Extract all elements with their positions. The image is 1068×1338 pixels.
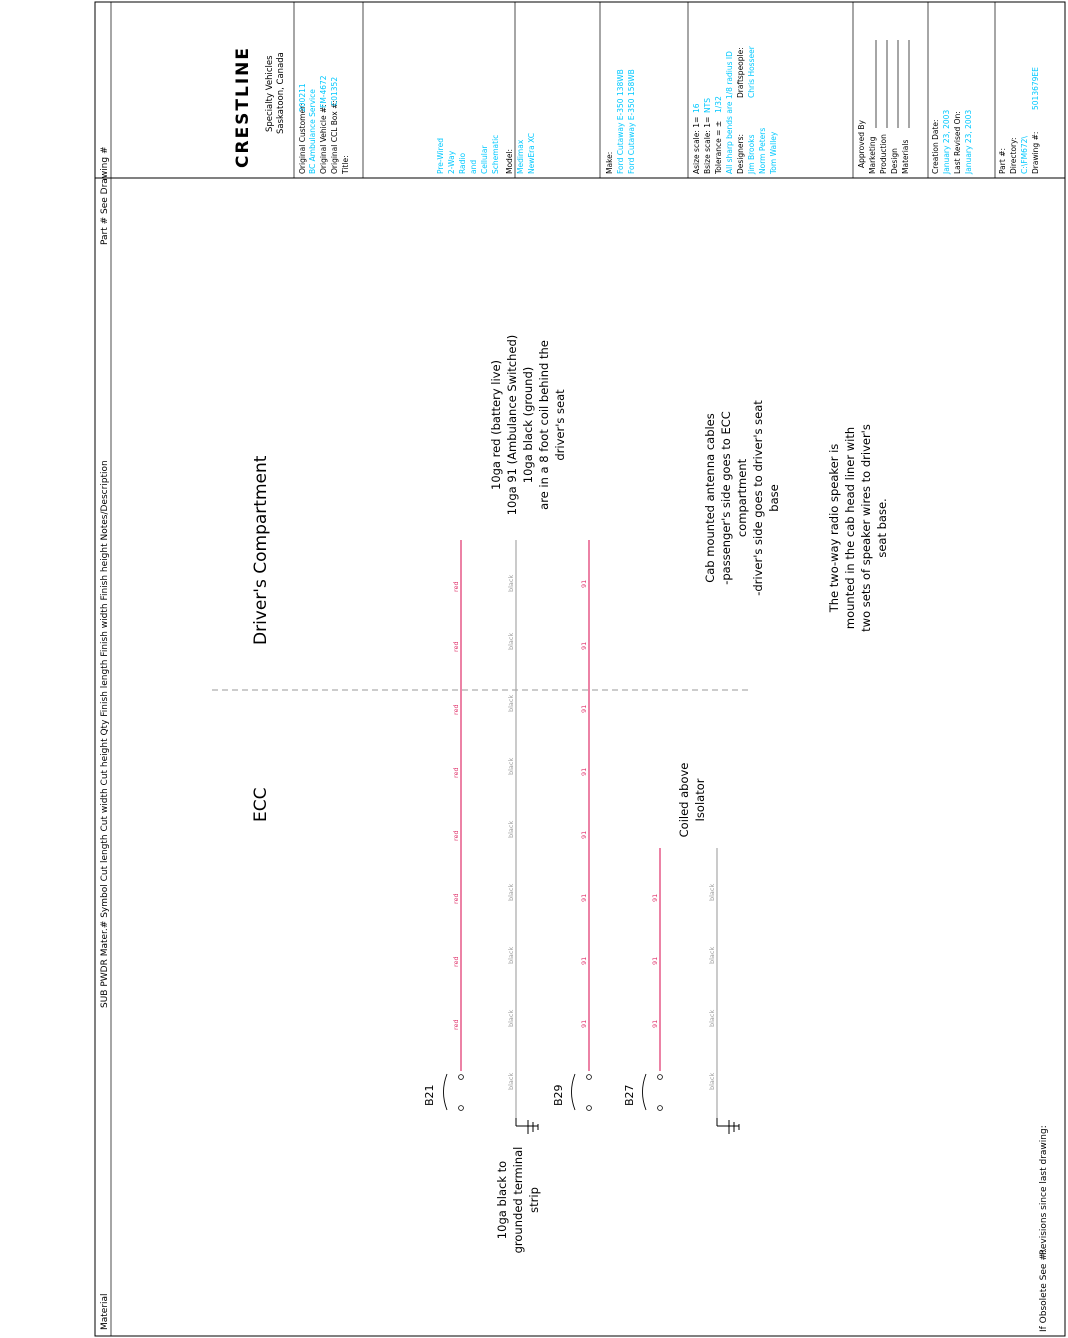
wire-label-91: 91 bbox=[580, 830, 588, 839]
wire-label-91: 91 bbox=[651, 1019, 659, 1028]
note-speaker-line-4: seat base. bbox=[875, 498, 889, 558]
note-battery-line-3: 10ga black (ground) bbox=[521, 366, 535, 484]
breaker-label-b21: B21 bbox=[423, 1084, 436, 1106]
wire-label-red: red bbox=[452, 767, 460, 778]
asize-label: Asize scale: 1= bbox=[692, 116, 701, 174]
designers-label: Designers: bbox=[736, 133, 745, 174]
note-ground-line-1: 10ga black to bbox=[495, 1160, 509, 1240]
bsize-label: Bsize scale: 1= bbox=[703, 116, 712, 174]
wire-label-red: red bbox=[452, 1019, 460, 1030]
original-ccl-value: C01352 bbox=[330, 76, 339, 106]
breaker-label-b29: B29 bbox=[552, 1084, 565, 1106]
obsolete-label: If Obsolete See #: bbox=[1039, 1250, 1049, 1332]
note-antenna-line-3: compartment bbox=[735, 458, 749, 538]
revisions-label: Revisions since last drawing: bbox=[1039, 1125, 1049, 1255]
note-battery-line-1: 10ga red (battery live) bbox=[489, 359, 503, 491]
original-vehicle-label: Original Vehicle #: bbox=[319, 104, 328, 174]
note-battery-coil bbox=[489, 335, 567, 516]
note-coiled-line-2: Isolator bbox=[693, 778, 707, 822]
model-line-1: Medimax bbox=[516, 139, 525, 174]
wire-label-black: black bbox=[507, 883, 515, 901]
creation-date-label: Creation Date: bbox=[931, 119, 940, 174]
wire-label-black: black bbox=[507, 574, 515, 592]
customer-service: BC Ambulance Service bbox=[308, 89, 317, 174]
approval-marketing: Marketing bbox=[868, 136, 877, 174]
note-coiled bbox=[677, 763, 707, 838]
designer-2: Norm Peters bbox=[758, 127, 767, 174]
creation-date-value: January 23, 2003 bbox=[942, 109, 951, 174]
approval-materials: Materials bbox=[901, 139, 910, 174]
wire-label-red: red bbox=[452, 893, 460, 904]
last-revised-label: Last Revised On: bbox=[953, 111, 962, 174]
approval-design: Design bbox=[890, 148, 899, 174]
wire-label-black: black bbox=[708, 946, 716, 964]
title-line-2: 2-Way bbox=[447, 150, 456, 174]
wire-label-91: 91 bbox=[651, 956, 659, 965]
wire-label-red: red bbox=[452, 641, 460, 652]
title-line-4: and bbox=[469, 159, 478, 174]
header-strip bbox=[100, 2, 111, 1336]
note-speaker-line-1: The two-way radio speaker is bbox=[827, 443, 841, 613]
note-coiled-line-1: Coiled above bbox=[677, 762, 691, 838]
breaker-b21 bbox=[423, 1074, 463, 1110]
note-ground-line-2: grounded terminal bbox=[511, 1146, 525, 1254]
tolerance-label: Tolerance = ± bbox=[714, 120, 723, 174]
model-line-2: NewEra XC bbox=[527, 133, 536, 174]
breaker-label-b27: B27 bbox=[623, 1084, 636, 1106]
part-number-label: Part #: bbox=[998, 147, 1007, 174]
wire-label-red: red bbox=[452, 581, 460, 592]
note-ground bbox=[495, 1147, 541, 1254]
draftsperson-1: Chris Hosseer bbox=[747, 46, 756, 98]
drivers-compartment-heading: Driver's Compartment bbox=[251, 455, 271, 645]
title-block bbox=[95, 2, 1065, 178]
title-line-6: Schematic bbox=[491, 134, 500, 174]
directory-label: Directory: bbox=[1009, 137, 1018, 174]
company-line1: Specialty Vehicles bbox=[265, 55, 275, 132]
wire-label-red: red bbox=[452, 830, 460, 841]
sheet-border bbox=[95, 2, 1065, 1336]
wire-label-91: 91 bbox=[580, 1019, 588, 1028]
column-headings: SUB PWDR Mater.# Symbol Cut length Cut width Cut height Qty Finish length Finish width Finish height Notes/Description bbox=[100, 460, 110, 1008]
note-antenna-line-4: -driver's side goes to driver's seat bbox=[751, 400, 765, 596]
bsize-value: NTS bbox=[703, 98, 712, 113]
title-label: Title: bbox=[341, 155, 350, 174]
make-line-1: Ford Cutaway E-350 138WB bbox=[616, 69, 625, 174]
bend-note: All sharp bends are 1/8 radius ID bbox=[725, 51, 734, 174]
designer-3: Tom Walley bbox=[769, 131, 778, 174]
wire-label-91: 91 bbox=[580, 704, 588, 713]
note-battery-line-2: 10ga 91 (Ambulance Switched) bbox=[505, 334, 519, 516]
approved-by-label: Approved By bbox=[857, 120, 866, 168]
wire-label-91: 91 bbox=[580, 579, 588, 588]
make-line-2: Ford Cutaway E-350 158WB bbox=[627, 69, 636, 174]
wire-label-black: black bbox=[708, 1072, 716, 1090]
material-header: Material bbox=[100, 1293, 110, 1330]
breaker-b27 bbox=[623, 1074, 662, 1110]
company-line2: Saskatoon, Canada bbox=[276, 52, 286, 134]
wire-label-black: black bbox=[708, 1009, 716, 1027]
note-antenna bbox=[703, 400, 781, 596]
breaker-b29 bbox=[552, 1074, 591, 1110]
drawing-number-label: Drawing #: bbox=[1031, 131, 1040, 174]
make-label: Make: bbox=[605, 151, 614, 174]
last-revised-value: January 23, 2003 bbox=[964, 109, 973, 174]
ecc-heading: ECC bbox=[251, 787, 271, 822]
note-speaker-line-3: two sets of speaker wires to driver's bbox=[859, 424, 873, 632]
note-battery-line-4: are in a 8 foot coil behind the bbox=[537, 340, 551, 510]
note-speaker bbox=[827, 424, 889, 632]
wire-label-black: black bbox=[507, 632, 515, 650]
wire-label-91: 91 bbox=[580, 767, 588, 776]
title-line-1: Pre-Wired bbox=[436, 138, 445, 174]
original-customer-value: 200211 bbox=[298, 83, 307, 112]
note-speaker-line-2: mounted in the cab head liner with bbox=[843, 426, 857, 630]
original-ccl-label: Original CCL Box #: bbox=[330, 100, 339, 174]
wire-label-91: 91 bbox=[651, 893, 659, 902]
wire-label-91: 91 bbox=[580, 641, 588, 650]
designer-1: Jim Brooks bbox=[747, 134, 756, 174]
wire-label-91: 91 bbox=[580, 956, 588, 965]
ground-symbol bbox=[717, 1118, 739, 1134]
note-antenna-line-5: base bbox=[767, 484, 781, 512]
draftspeople-label: Draftspeople: bbox=[736, 47, 745, 98]
tolerance-value: 1/32 bbox=[714, 96, 723, 113]
wire-label-black: black bbox=[507, 1072, 515, 1090]
note-antenna-line-1: Cab mounted antenna cables bbox=[703, 413, 717, 583]
wire-label-black: black bbox=[507, 1009, 515, 1027]
revision-strip bbox=[1039, 1125, 1049, 1332]
original-vehicle-value: FM-4672 bbox=[319, 75, 328, 108]
wire-label-91: 91 bbox=[580, 893, 588, 902]
ground-symbol bbox=[516, 1118, 538, 1134]
note-ground-line-3: strip bbox=[527, 1187, 541, 1213]
approval-production: Production bbox=[879, 134, 888, 174]
directory-value: C:\FM672\ bbox=[1020, 136, 1029, 174]
wire-label-black: black bbox=[507, 757, 515, 775]
original-customer-label: Original Customer: bbox=[298, 103, 307, 174]
wire-label-red: red bbox=[452, 956, 460, 967]
wire-label-black: black bbox=[507, 820, 515, 838]
wire-label-black: black bbox=[708, 883, 716, 901]
note-battery-line-5: driver's seat bbox=[553, 389, 567, 461]
wire-label-black: black bbox=[507, 946, 515, 964]
title-line-5: Cellular bbox=[480, 145, 489, 174]
title-line-3: Radio bbox=[458, 152, 467, 174]
note-antenna-line-2: -passenger's side goes to ECC bbox=[719, 411, 733, 585]
part-see-drawing-header: Part # See Drawing # bbox=[100, 146, 110, 245]
wire-label-red: red bbox=[452, 704, 460, 715]
crestline-logo: CRESTLINE bbox=[233, 45, 253, 168]
asize-value: 16 bbox=[692, 103, 701, 113]
model-label: Model: bbox=[505, 148, 514, 174]
wire-label-black: black bbox=[507, 694, 515, 712]
drawing-number-value: 5013679EE bbox=[1031, 67, 1040, 110]
